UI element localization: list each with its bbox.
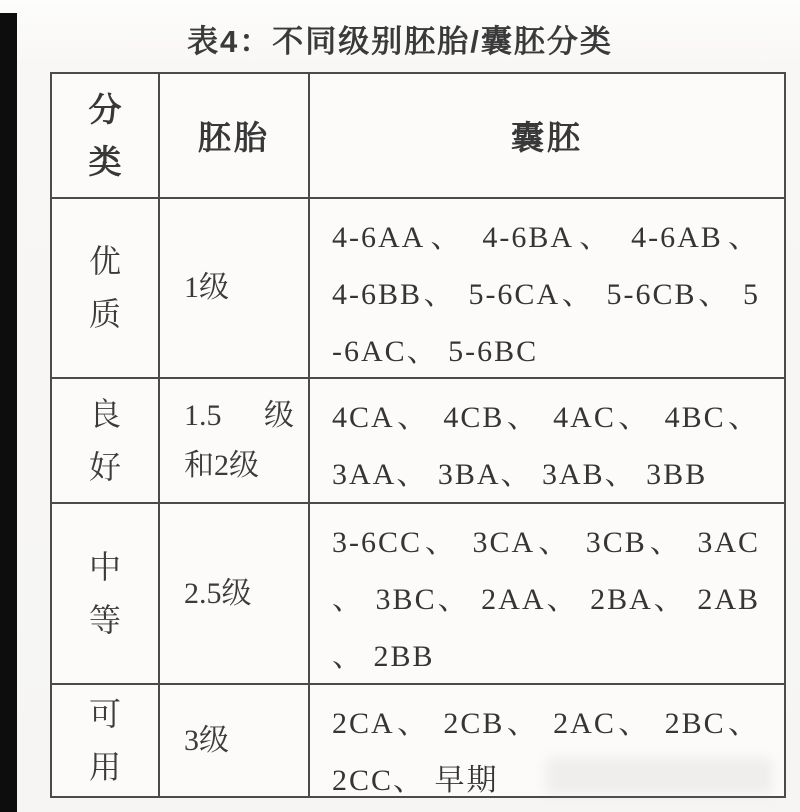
cell-text-line: 3级 (184, 723, 229, 757)
cell-text-line: 4CA、 4CB、 4AC、 4BC、 (332, 401, 760, 434)
cell-text-line: 2CC、 早期 (332, 764, 499, 796)
table-title: 表4：不同级别胚胎/囊胚分类 (187, 24, 613, 59)
cell-category-medium (52, 504, 160, 685)
cell-text-line: 1.5 级 (184, 398, 294, 432)
cell-blastocyst-good (310, 379, 784, 504)
cell-text-line: 2.5级 (184, 576, 252, 610)
cell-text-line: -6AC、 5-6BC (332, 335, 539, 368)
cell-text-line: 、 2BB (332, 640, 435, 673)
cell-text-line: 3-6CC、 3CA、 3CB、 3AC (332, 526, 760, 559)
cell-text-line: 中 (88, 548, 121, 585)
cell-text-line: 好 (88, 448, 121, 485)
cell-embryo-grade-1-5-and-2 (160, 379, 310, 504)
cell-text-line: 等 (88, 601, 121, 638)
cell-text-line: 4-6BB、 5-6CA、 5-6CB、 5 (332, 278, 760, 311)
cell-blastocyst-medium (310, 504, 784, 685)
cell-text-line: 质 (88, 296, 121, 332)
cell-embryo-grade-2-5 (160, 504, 310, 685)
cell-text-line: 1级 (184, 271, 229, 304)
cell-text-line: 可 (88, 695, 121, 732)
cell-category-usable (52, 685, 160, 796)
header-cell-category (52, 74, 160, 199)
cell-blastocyst-excellent (310, 199, 784, 379)
cell-text-line: 3AA、 3BA、 3AB、 3BB (332, 458, 708, 491)
header-embryo-label: 胚胎 (198, 119, 270, 156)
cell-text-line: 4-6AA、 4-6BA、 4-6AB、 (332, 221, 760, 254)
header-cell-blastocyst (310, 74, 784, 199)
header-blastocyst-label: 囊胚 (511, 119, 583, 156)
cell-text-line: 用 (88, 748, 121, 785)
header-category-line: 分 (88, 90, 122, 128)
cell-text-line: 良 (88, 395, 121, 432)
cell-category-good (52, 379, 160, 504)
cell-text-line: 2CA、 2CB、 2AC、 2BC、 (332, 707, 760, 740)
cell-text-line: 优 (88, 243, 121, 279)
header-category-line: 类 (88, 142, 122, 180)
faint-watermark-smudge (545, 757, 773, 795)
cell-text-line: 、 3BC、 2AA、 2BA、 2AB (332, 583, 760, 616)
cell-embryo-grade-3 (160, 685, 310, 796)
cell-text-line: 和2级 (184, 448, 259, 482)
cell-embryo-grade-1 (160, 199, 310, 379)
header-cell-embryo (160, 74, 310, 199)
classification-table (50, 72, 786, 798)
cell-category-excellent (52, 199, 160, 379)
left-edge-scan-bar (0, 13, 17, 812)
